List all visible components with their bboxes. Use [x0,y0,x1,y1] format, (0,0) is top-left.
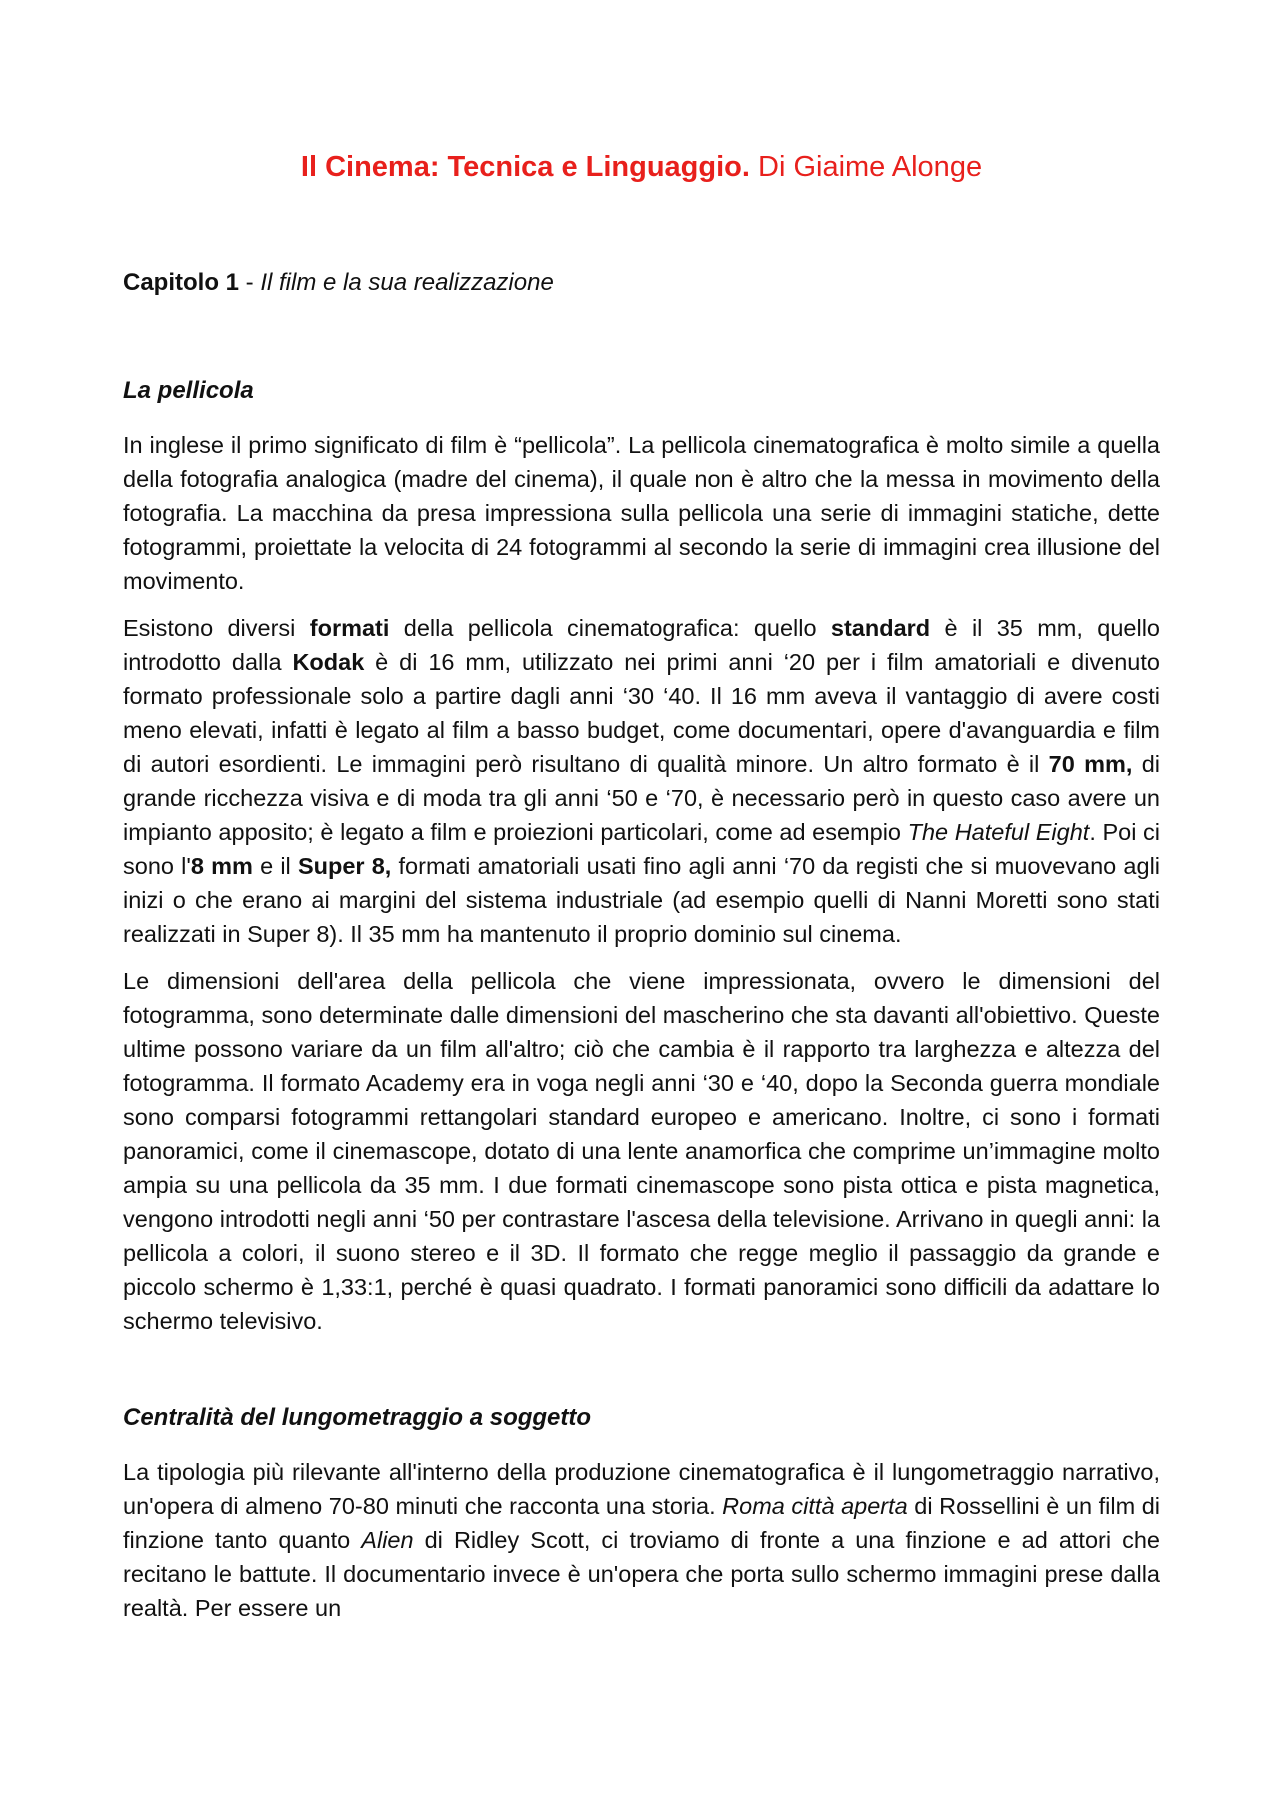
text-run: Le dimensioni dell'area della pellicola che viene impressionata, ovvero le dimensioni del fotogramma, sono determinate dalle dimensioni del mascherino che sta davanti all'obiettivo. Queste ultime possono variare da un film all'altro; ciò che cambia è il rapporto tra larghezza e altezza del fotogramma. Il formato Academy era in voga negli anni ‘30 e ‘40, dopo la Seconda guerra mondiale sono comparsi fotogrammi rettangolari standard europeo e americano. Inoltre, ci sono i formati panoramici, come il cinemascope, dotato di una lente anamorfica che comprime un’immagine molto ampia su una pellicola da 35 mm. I due formati cinemascope sono pista ottica e pista magnetica, vengono introdotti negli anni ‘50 per contrastare l'ascesa della televisione. Arrivano in quegli anni: la pellicola a colori, il suono stereo e il 3D. Il formato che regge meglio il passaggio da grande e piccolo schermo è 1,33:1, perché è quasi quadrato. I formati panoramici sono difficili da adattare lo schermo televisivo. [123,968,1160,1335]
text-run: formati amatoriali usati fino agli anni ‘70 da registi che si muovevano agli inizi o che erano ai margini del sistema industriale (ad esempio quelli di Nanni Moretti sono stati realizzati in Super 8). Il 35 mm ha mantenuto il proprio dominio sul cinema. [123,853,1161,948]
chapter-subtitle: Il film e la sua realizzazione [260,268,554,296]
chapter-heading [123,267,1160,298]
bold-term: Super 8, [297,853,392,880]
bold-term: 70 mm, [1048,751,1133,778]
italic-title: Roma città aperta [722,1493,908,1520]
paragraph [123,1455,1160,1625]
text-run: . Poi ci sono l' [123,819,1160,880]
bold-term: Kodak [292,649,365,676]
text-run: di Ridley Scott, ci troviamo di fronte a una finzione e ad attori che recitano le battute. Il documentario invece è un'opera che porta sullo schermo immagini prese dalla realtà. Per essere un [123,1527,1160,1622]
paragraph [123,964,1160,1338]
paragraph [123,428,1160,598]
text-run: In inglese il primo significato di film è “pellicola”. La pellicola cinematografica è molto simile a quella della fotografia analogica (madre del cinema), il quale non è altro che la messa in movimento della fotografia. La macchina da presa impressiona sulla pellicola una serie di immagini statiche, dette fotogrammi, proiettate la velocita di 24 fotogrammi al secondo la serie di immagini crea illusione del movimento. [123,432,1160,595]
text-run: La tipologia più rilevante all'interno della produzione cinematografica è il lungometraggio narrativo, un'opera di almeno 70-80 minuti che racconta una storia. [123,1459,1160,1520]
paragraph [123,611,1160,951]
bold-term: standard [830,615,931,642]
section-heading-pellicola: La pellicola [123,376,254,404]
chapter-separator: - [239,268,261,296]
text-run: è il 35 mm, quello introdotto dalla [123,615,1160,676]
text-run: di Rossellini è un film di finzione tanto quanto [123,1493,1160,1554]
title-author: Di Giaime Alonge [758,151,983,183]
text-run: Esistono diversi [123,615,310,642]
italic-title: The Hateful Eight [907,819,1090,846]
document-title [123,150,1160,185]
text-run: e il [252,853,298,880]
bold-term: 8 mm [190,853,253,880]
text-run: di grande ricchezza visiva e di moda tra gli anni ‘50 e ‘70, è necessario però in questo caso avere un impianto apposito; è legato a film e proiezioni particolari, come ad esempio [123,751,1160,846]
section-heading-lungometraggio: Centralità del lungometraggio a soggetto [123,1404,592,1432]
text-run: è di 16 mm, utilizzato nei primi anni ‘20 per i film amatoriali e divenuto formato professionale solo a partire dagli anni ‘30 ‘40. Il 16 mm aveva il vantaggio di avere costi meno elevati, infatti è legato al film a basso budget, come documentari, opere d'avanguardia e film di autori esordienti. Le immagini però risultano di qualità minore. Un altro formato è il [123,649,1160,778]
title-main: Il Cinema: Tecnica e Linguaggio. [300,151,750,183]
chapter-label: Capitolo 1 [123,268,240,296]
bold-term: formati [309,615,390,642]
text-run: della pellicola cinematografica: quello [389,615,831,642]
italic-title: Alien [361,1527,414,1554]
